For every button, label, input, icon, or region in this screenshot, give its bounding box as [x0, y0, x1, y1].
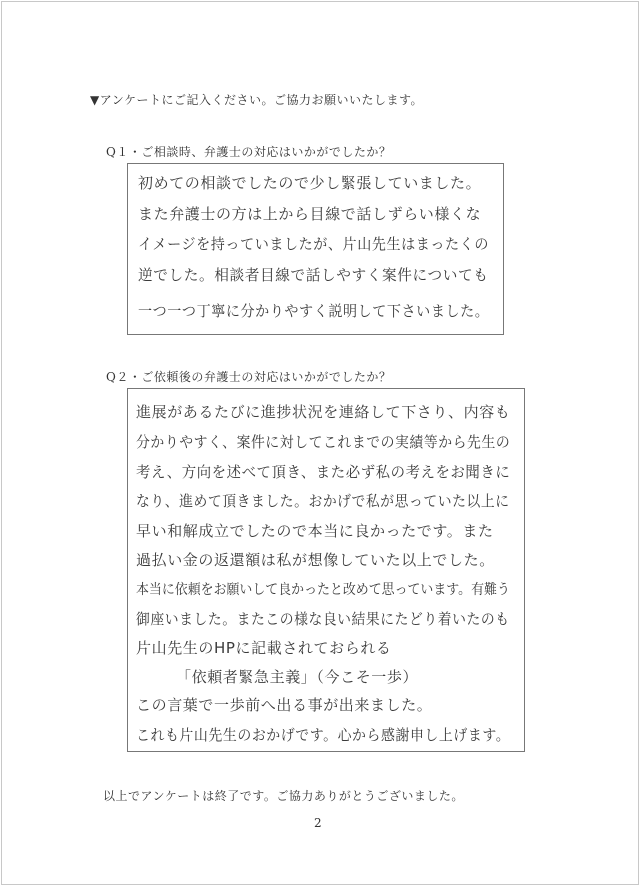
answer-2-line: 分かりやすく、案件に対してこれまでの実績等から先生の — [136, 433, 511, 451]
intro-text: ▼アンケートにご記入ください。ご協力お願いいたします。 — [90, 93, 424, 107]
answer-1-line: 初めての相談でしたので少し緊張していました。 — [138, 174, 482, 192]
answer-1-line: 一つ一つ丁寧に分かりやすく説明して下さいました。 — [138, 302, 490, 320]
closing-text: 以上でアンケートは終了です。ご協力ありがとうございました。 — [103, 789, 464, 803]
page-number: 2 — [314, 816, 323, 830]
answer-1-line: また弁護士の方は上から目線で話しずらい様くな — [138, 205, 482, 223]
answer-2-line: 早い和解成立でしたので本当に良かったです。また — [136, 522, 494, 540]
answer-2-line: これも片山先生のおかげです。心から感謝申し上げます。 — [136, 726, 511, 744]
answer-1-line: 逆でした。相談者目線で話しやすく案件についても — [138, 266, 489, 284]
answer-box-1 — [127, 163, 504, 335]
answer-2-line: 「依頼者緊急主義」（今こそ一歩） — [176, 668, 419, 686]
answer-1-line: イメージを持っていましたが、片山先生はまったくの — [138, 235, 489, 253]
answer-2-line: 本当に依頼をお願いして良かったと改めて思っています。有難う — [136, 582, 510, 598]
answer-2-line: 進展があるたびに進捗状況を連絡して下さり、内容も — [136, 403, 511, 421]
answer-2-line: 考え、方向を述べて頂き、また必ず私の考えをお聞きに — [136, 463, 511, 481]
answer-box-2 — [127, 388, 525, 752]
answer-2-line: この言葉で一歩前へ出る事が出来ました。 — [136, 696, 433, 714]
question-2: Q２・ご依頼後の弁護士の対応はいかがでしたか？ — [106, 370, 392, 384]
question-1: Q１・ご相談時、弁護士の対応はいかがでしたか？ — [106, 145, 392, 159]
answer-2-line: 御座いました。またこの様な良い結果にたどり着いたのも — [136, 610, 510, 628]
answer-2-line: なり、進めて頂きました。おかげで私が思っていた以上に — [136, 492, 510, 510]
answer-2-line: 片山先生のHPに記載されておられる — [136, 639, 392, 657]
answer-2-line: 過払い金の返還額は私が想像していた以上でした。 — [136, 551, 495, 569]
